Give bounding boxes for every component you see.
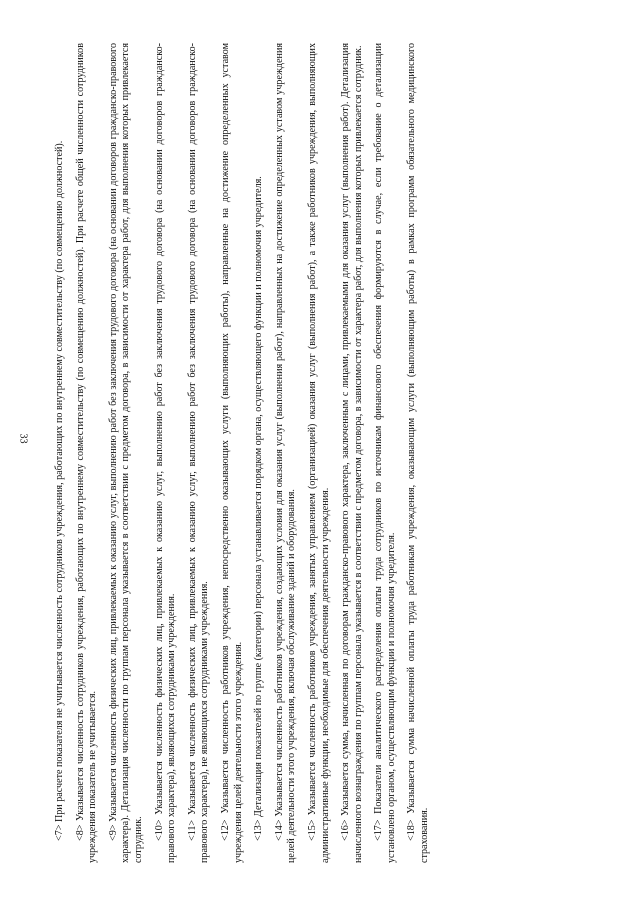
footnote-8: <8> Указывается численность сотрудников учреждения, работающих по внутреннему совместительству (по совмещению должностей). При расчете общей численности сотрудников учреждения показатель не учитывается. [74,42,99,863]
footnote-11: <11> Указывается численность физических лиц, привлекаемых к оказанию услуг, выполнению работ без заключения трудового договора (на основании договоров гражданско-правового характера), не являющихся сотрудниками учреждения. [186,42,211,863]
footnotes-block [54,43,614,863]
footnote-14: <14> Указывается численность работников учреждения, создающих условия для оказания услуг (выполнения работ), направленных на достижение определенных уставом учреждения целей деятельности этого учреждения, включая обслуживание зданий и оборудования. [273,42,298,863]
footnote-17: <17> Показатели аналитического распределения оплаты труда сотрудников по источникам финансового обеспечения формируются в случае, если требование о детализации установлено органом, осуществляющим функции и полномочия учредителя. [373,42,397,863]
page-number: 33 [17,433,29,444]
footnote-13: <13> Детализация показателей по группе (категории) персонала устанавливается порядком органа, осуществляющего функции и полномочия учредителя. [253,175,265,841]
footnote-9: <9> Указывается численность физических лиц, привлекаемых к оказанию услуг, выполнению работ без заключения трудового договора (на основании договоров гражданско-правового характера). Детализация численности по группам персонала указывается в соответствии с предметом договора, в зависимости от характера работ, для выполнения которых привлекается сотрудник. [107,42,144,863]
footnote-7: <7> При расчете показателя не учитывается численность сотрудников учреждения, работающих по внутреннему совместительству (по совмещению должностей). [54,140,65,841]
footnote-12: <12> Указывается численность работников учреждения, непосредственно оказывающих услуги (выполняющих работы), направленные на достижение определенных уставом учреждения целей деятельности этого учреждения. [219,42,244,863]
footnote-15: <15> Указывается численность работников учреждения, занятых управлением (организацией) оказания услуг (выполнения работ), а также работников учреждения, выполняющих административные функции, необходимые для обеспечения деятельности учреждения. [306,42,331,863]
footnote-16: <16> Указывается сумма, начисленная по договорам гражданско-правового характера, заключенным с лицами, привлекаемыми для оказания услуг (выполнения работ). Детализация начисленного вознаграждения по группам персонала указывается в соответствии с предметом договора, в зависимости от характера работ, для выполнения которых привлекается сотрудник. [340,42,364,863]
footnote-10: <10> Указывается численность физических лиц, привлекаемых к оказанию услуг, выполнению работ без заключения трудового договора (на основании договоров гражданско-правового характера), являющихся сотрудниками учреждения. [153,42,178,863]
footnote-18: <18> Указывается сумма начисленной оплаты труда работникам учреждения, оказывающим услуги (выполняющим работы) в рамках программ обязательного медицинского страхования. [406,42,431,863]
